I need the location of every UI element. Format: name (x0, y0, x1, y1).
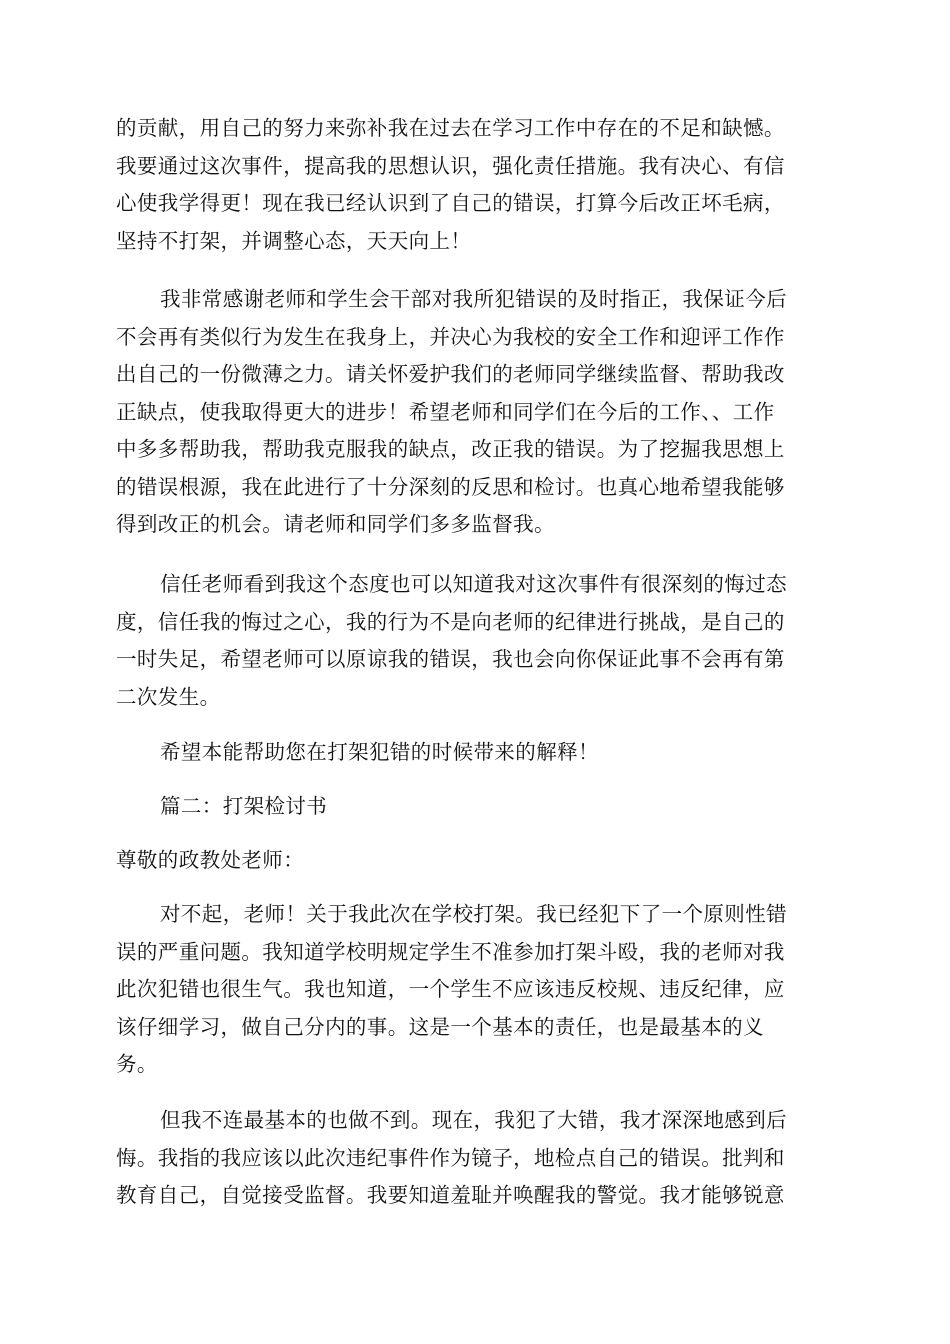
text-line: 希望本能帮助您在打架犯错的时候带来的解释！ (160, 740, 599, 764)
text-line: 对不起，老师！关于我此次在学校打架。我已经犯下了一个原则性错 (160, 902, 787, 926)
text-line: 度，信任我的悔过之心，我的行为不是向老师的纪律进行挑战，是自己的 (116, 609, 785, 634)
text-line: 不会再有类似行为发生在我身上，并决心为我校的安全工作和迎评工作作 (116, 324, 785, 349)
paragraph (116, 1102, 834, 1215)
text-line: 我要通过这次事件，提高我的思想认识，强化责任措施。我有决心、有信 (116, 153, 785, 178)
text-line: 一时失足，希望老师可以原谅我的错误，我也会向你保证此事不会再有第 (116, 647, 785, 671)
text-line: 出自己的一份微薄之力。请关怀爱护我们的老师同学继续监督、帮助我改 (116, 362, 785, 386)
text-line: 正缺点，使我取得更大的进步！希望老师和同学们在今后的工作、、工作 (116, 399, 775, 424)
paragraph (116, 566, 834, 716)
text-line: 的贡献，用自己的努力来弥补我在过去在学习工作中存在的不足和缺憾。 (116, 116, 785, 140)
text-line: 坚持不打架，并调整心态，天天向上！ (116, 228, 472, 253)
text-line: 该仔细学习，做自己分内的事。这是一个基本的责任，也是最基本的义 (116, 1014, 764, 1039)
text-line: 心使我学得更！现在我已经认识到了自己的错误，打算今后改正坏毛病， (116, 191, 785, 215)
text-line: 得到改正的机会。请老师和同学们多多监督我。 (116, 512, 555, 536)
salutation (116, 842, 834, 880)
text-line: 但我不连最基本的也做不到。现在，我犯了大错，我才深深地感到后 (160, 1108, 787, 1132)
text-line: 我非常感谢老师和学生会干部对我所犯错误的及时指正，我保证今后 (160, 287, 787, 311)
paragraph (116, 896, 834, 1084)
text-line: 教育自己，自觉接受监督。我要知道羞耻并唤醒我的警觉。我才能够锐意 (116, 1183, 785, 1207)
salutation-text: 尊敬的政教处老师： (116, 848, 305, 872)
text-line: 此次犯错也很生气。我也知道，一个学生不应该违反校规、违反纪律，应 (116, 977, 785, 1001)
text-line: 中多多帮助我，帮助我克服我的缺点，改正我的错误。为了挖掘我思想上 (116, 437, 785, 461)
text-line: 悔。我指的我应该以此次违纪事件作为镜子，地检点自己的错误。批判和 (116, 1145, 785, 1170)
paragraph (116, 734, 834, 772)
text-line: 误的严重问题。我知道学校明规定学生不准参加打架斗殴，我的老师对我 (116, 939, 785, 964)
paragraph (116, 281, 834, 544)
text-line: 的错误根源，我在此进行了十分深刻的反思和检讨。也真心地希望我能够 (116, 474, 785, 499)
text-line: 信任老师看到我这个态度也可以知道我对这次事件有很深刻的悔过态 (160, 572, 787, 596)
paragraph-continuation (116, 110, 834, 260)
text-line: 务。 (116, 1052, 158, 1076)
heading-text: 篇二：打架检讨书 (160, 794, 328, 818)
text-line: 二次发生。 (116, 684, 221, 709)
section-heading (116, 788, 834, 826)
